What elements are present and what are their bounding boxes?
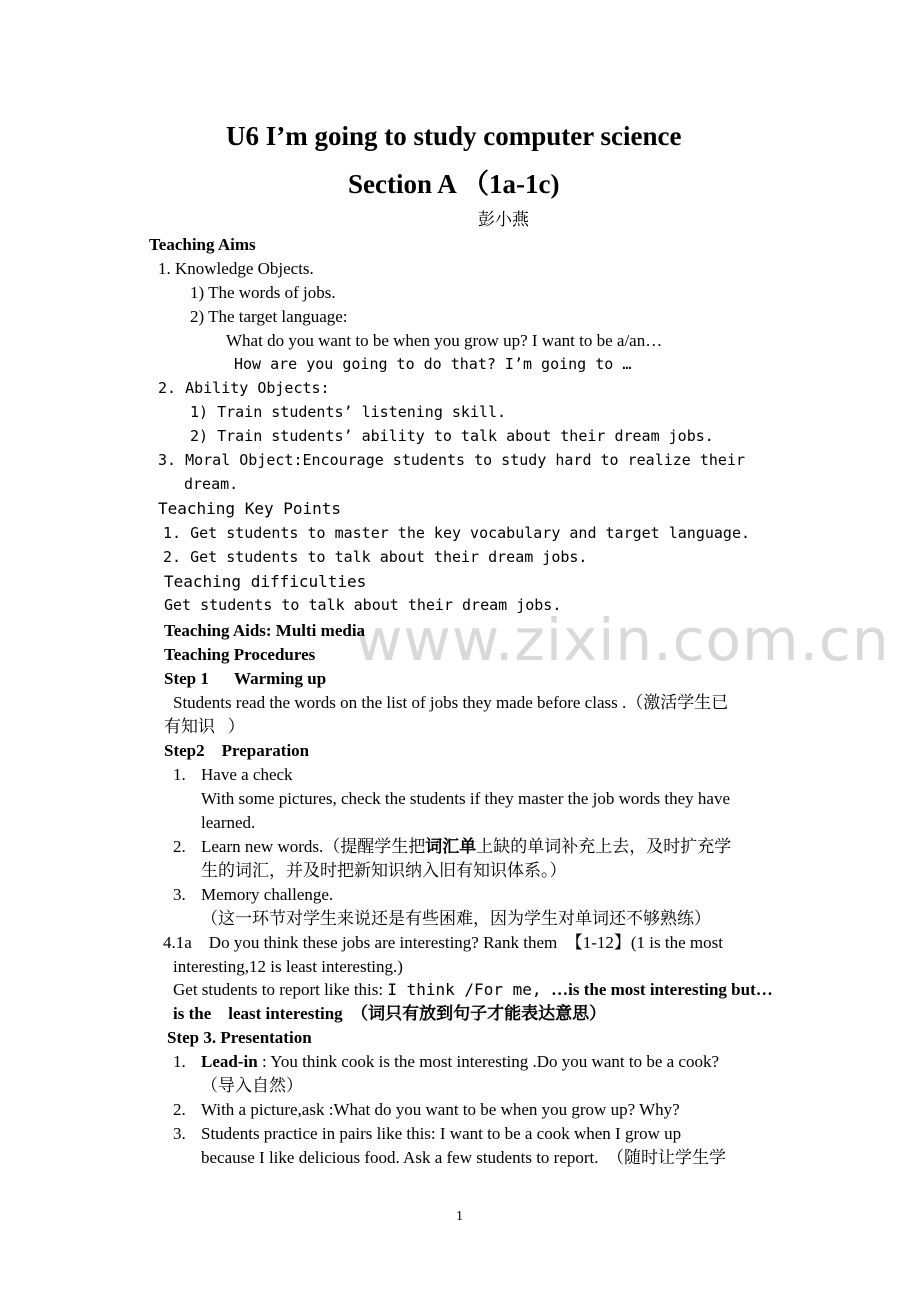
text-line: interesting,12 is least interesting.) bbox=[173, 957, 403, 976]
text-span: Get students to report like this: bbox=[173, 980, 388, 999]
watermark: www.zixin.com.cn bbox=[355, 606, 890, 674]
text-line: because I like delicious food. Ask a few students to report. （随时让学生学 bbox=[201, 1148, 727, 1167]
text-line: Students practice in pairs like this: I want to be a cook when I grow up bbox=[201, 1124, 682, 1143]
text-line: 4.1a Do you think these jobs are interesting? Rank them 【1-12】(1 is the most bbox=[163, 933, 723, 952]
document-title: U6 I’m going to study computer science bbox=[226, 121, 682, 151]
text-line: How are you going to do that? I’m going to … bbox=[234, 355, 632, 373]
text-line: What do you want to be when you grow up? I want to be a/an… bbox=[226, 331, 663, 350]
list-number: 2. bbox=[173, 1100, 186, 1119]
heading-teaching-aims: Teaching Aims bbox=[149, 235, 256, 254]
text-span-bold: 词汇单 bbox=[425, 837, 477, 856]
heading-step3: Step 3. Presentation bbox=[167, 1028, 312, 1047]
heading-step1: Step 1 Warming up bbox=[164, 669, 327, 688]
list-number: 2. bbox=[173, 837, 186, 856]
text-line: Get students to talk about their dream jobs. bbox=[164, 596, 562, 614]
text-line bbox=[201, 1053, 719, 1070]
text-span: : You think cook is the most interesting .Do you want to be a cook? bbox=[257, 1052, 720, 1071]
heading-step2: Step2 Preparation bbox=[164, 741, 310, 760]
list-number: 1. bbox=[173, 765, 186, 784]
author-name: 彭小燕 bbox=[478, 210, 529, 229]
text-span: Learn new words.（提醒学生把 bbox=[201, 837, 426, 856]
text-line: Memory challenge. bbox=[201, 885, 334, 904]
text-line: is the least interesting （词只有放到句子才能表达意思） bbox=[173, 1004, 607, 1023]
text-line: learned. bbox=[201, 813, 256, 832]
text-line: With some pictures, check the students if they master the job words they have bbox=[201, 789, 731, 808]
text-line bbox=[173, 981, 773, 998]
text-line: 1. Get students to master the key vocabulary and target language. bbox=[163, 524, 750, 542]
text-line: 1. Knowledge Objects. bbox=[158, 259, 314, 278]
text-line: 有知识 ） bbox=[164, 717, 245, 736]
text-line: 1) The words of jobs. bbox=[190, 283, 336, 302]
text-line: Students read the words on the list of jobs they made before class .（激活学生已 bbox=[173, 693, 729, 712]
list-number: 1. bbox=[173, 1052, 186, 1071]
text-line: 2. Get students to talk about their dream jobs. bbox=[163, 548, 588, 566]
text-line: Have a check bbox=[201, 765, 293, 784]
page-number: 1 bbox=[456, 1209, 463, 1224]
text-line: With a picture,ask :What do you want to be when you grow up? Why? bbox=[201, 1100, 680, 1119]
text-span-mono: I think /For me, bbox=[387, 980, 552, 999]
list-number: 3. bbox=[173, 1124, 186, 1143]
heading-key-points: Teaching Key Points bbox=[158, 499, 342, 518]
heading-procedures: Teaching Procedures bbox=[164, 645, 316, 664]
text-line: 生的词汇，并及时把新知识纳入旧有知识体系。） bbox=[201, 861, 567, 880]
text-line: 2) The target language: bbox=[190, 307, 348, 326]
list-number: 3. bbox=[173, 885, 186, 904]
text-line: 2. Ability Objects: bbox=[158, 379, 330, 397]
text-line: （导入自然） bbox=[201, 1076, 303, 1095]
text-line: 2) Train students’ ability to talk about their dream jobs. bbox=[190, 427, 714, 445]
text-line bbox=[201, 838, 731, 855]
document-subtitle: Section A （1a-1c) bbox=[348, 169, 560, 199]
text-span: 上缺的单词补充上去，及时扩充学 bbox=[476, 837, 732, 856]
heading-difficulties: Teaching difficulties bbox=[164, 572, 367, 591]
text-span-bold: Lead-in bbox=[201, 1052, 258, 1071]
text-line: （这一环节对学生来说还是有些困难，因为学生对单词还不够熟练） bbox=[201, 909, 711, 928]
text-line: 3. Moral Object:Encourage students to study hard to realize their bbox=[158, 451, 745, 469]
text-span-bold: …is the most interesting but… bbox=[551, 980, 773, 999]
heading-teaching-aids: Teaching Aids: Multi media bbox=[164, 621, 366, 640]
text-line: dream. bbox=[184, 475, 239, 493]
text-line: 1) Train students’ listening skill. bbox=[190, 403, 507, 421]
